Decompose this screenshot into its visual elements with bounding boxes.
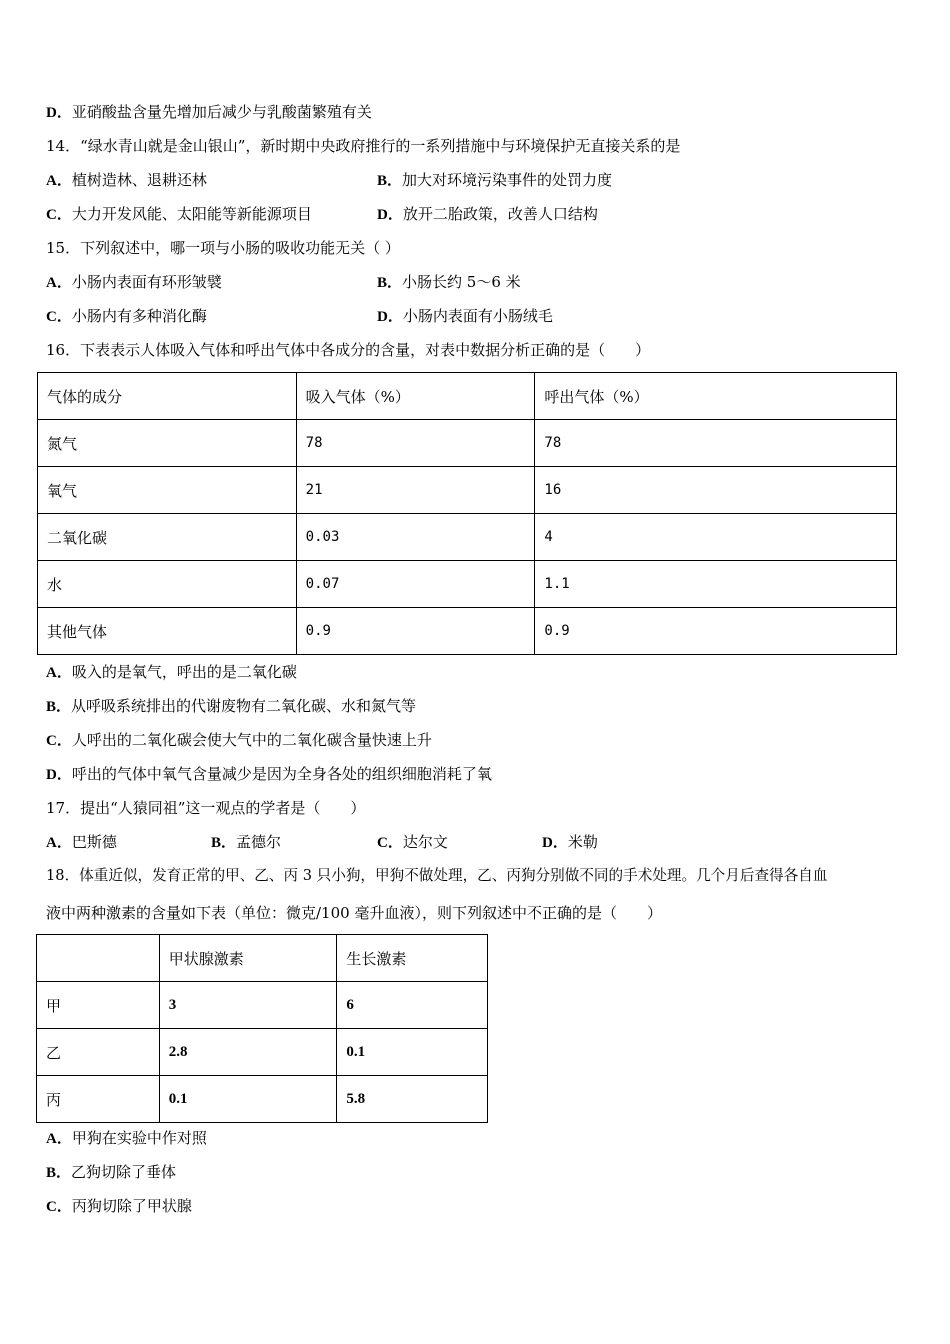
- table-cell: 16: [535, 467, 897, 514]
- table-cell: 1.1: [535, 561, 897, 608]
- option-text: 大力开发风能、太阳能等新能源项目: [71, 205, 312, 223]
- table-row: [38, 561, 897, 608]
- q16-option-a: [46, 662, 297, 683]
- option-text: 小肠长约 5～6 米: [402, 273, 521, 291]
- table-cell: 6: [337, 982, 488, 1029]
- option-label: C．: [46, 207, 72, 223]
- option-text: 小肠内表面有环形皱襞: [71, 273, 222, 291]
- table-cell: 甲: [37, 982, 160, 1029]
- table-header-cell: 甲状腺激素: [159, 935, 337, 982]
- table-row: [38, 514, 897, 561]
- q18-option-c: [46, 1196, 192, 1217]
- table-cell: 其他气体: [38, 608, 297, 655]
- table-cell: 78: [535, 420, 897, 467]
- option-text: 孟德尔: [236, 833, 282, 851]
- table-cell: 21: [296, 467, 535, 514]
- table-row: [37, 1029, 488, 1076]
- option-text: 米勒: [567, 833, 598, 851]
- q16-option-c: [46, 730, 432, 751]
- table-cell: 0.1: [159, 1076, 337, 1123]
- option-label: A．: [46, 665, 72, 681]
- option-label: C．: [46, 309, 72, 325]
- option-text: 植树造林、退耕还林: [71, 171, 207, 189]
- option-text: 达尔文: [402, 833, 448, 851]
- option-text: 呼出的气体中氧气含量减少是因为全身各处的组织细胞消耗了氧: [71, 765, 492, 783]
- table-cell: 二氧化碳: [38, 514, 297, 561]
- q15-option-c: [46, 306, 207, 327]
- table-cell: 2.8: [159, 1029, 337, 1076]
- option-text: 巴斯德: [71, 833, 117, 851]
- gas-composition-table: [37, 372, 897, 655]
- table-header-cell: 生长激素: [337, 935, 488, 982]
- table-cell: 乙: [37, 1029, 160, 1076]
- table-cell: 78: [296, 420, 535, 467]
- table-header-cell: 呼出气体（%）: [535, 373, 897, 420]
- option-label: B．: [46, 699, 72, 715]
- option-label: D．: [46, 105, 72, 121]
- q14-option-c: [46, 204, 312, 225]
- table-cell: 氧气: [38, 467, 297, 514]
- table-row: [38, 608, 897, 655]
- table-row: [38, 420, 897, 467]
- table-header-cell: 吸入气体（%）: [296, 373, 535, 420]
- option-label: A．: [46, 173, 72, 189]
- option-label: D．: [46, 767, 72, 783]
- option-text: 小肠内有多种消化酶: [71, 307, 207, 325]
- q17-option-b: [211, 832, 281, 853]
- option-label: A．: [46, 1131, 72, 1147]
- option-label: B．: [211, 835, 237, 851]
- table-cell: 3: [159, 982, 337, 1029]
- option-text: 乙狗切除了垂体: [71, 1163, 177, 1181]
- table-cell: 0.03: [296, 514, 535, 561]
- table-cell: 0.9: [296, 608, 535, 655]
- q15-stem: 15．下列叙述中，哪一项与小肠的吸收功能无关（ ）: [46, 239, 400, 257]
- q17-stem: 17．提出“人猿同祖”这一观点的学者是（ ）: [46, 799, 366, 817]
- option-text: 放开二胎政策，改善人口结构: [402, 205, 598, 223]
- option-text: 加大对环境污染事件的处罚力度: [402, 171, 613, 189]
- option-text: 从呼吸系统排出的代谢废物有二氧化碳、水和氮气等: [71, 697, 417, 715]
- q15-option-d: [377, 306, 553, 327]
- hormone-table: [36, 934, 488, 1123]
- option-label: C．: [377, 835, 403, 851]
- q17-option-a: [46, 832, 117, 853]
- q16-stem: 16．下表表示人体吸入气体和呼出气体中各成分的含量，对表中数据分析正确的是（ ）: [46, 341, 651, 359]
- option-text: 人呼出的二氧化碳会使大气中的二氧化碳含量快速上升: [71, 731, 432, 749]
- table-header-row: [38, 373, 897, 420]
- table-cell: 丙: [37, 1076, 160, 1123]
- q16-option-d: [46, 764, 492, 785]
- option-label: A．: [46, 275, 72, 291]
- table-header-cell: 气体的成分: [38, 373, 297, 420]
- table-header-cell: [37, 935, 160, 982]
- q15-option-b: [377, 272, 521, 293]
- option-label: C．: [46, 1199, 72, 1215]
- option-label: D．: [542, 835, 568, 851]
- table-cell: 水: [38, 561, 297, 608]
- table-header-row: [37, 935, 488, 982]
- q13-option-d: [46, 102, 372, 123]
- table-cell: 0.1: [337, 1029, 488, 1076]
- q18-stem-line2: 液中两种激素的含量如下表（单位：微克/100 毫升血液），则下列叙述中不正确的是（ ）: [46, 904, 662, 922]
- q18-option-a: [46, 1128, 207, 1149]
- q15-option-a: [46, 272, 222, 293]
- table-cell: 氮气: [38, 420, 297, 467]
- option-text: 小肠内表面有小肠绒毛: [402, 307, 553, 325]
- option-label: A．: [46, 835, 72, 851]
- table-row: [37, 982, 488, 1029]
- option-text: 吸入的是氧气，呼出的是二氧化碳: [71, 663, 297, 681]
- q14-option-a: [46, 170, 207, 191]
- option-label: B．: [377, 275, 403, 291]
- q14-stem: 14．“绿水青山就是金山银山”，新时期中央政府推行的一系列措施中与环境保护无直接关系的是: [46, 137, 681, 155]
- q18-option-b: [46, 1162, 176, 1183]
- option-text: 亚硝酸盐含量先增加后减少与乳酸菌繁殖有关: [71, 103, 372, 121]
- option-label: D．: [377, 207, 403, 223]
- table-cell: 4: [535, 514, 897, 561]
- q16-option-b: [46, 696, 416, 717]
- table-row: [38, 467, 897, 514]
- q14-option-b: [377, 170, 612, 191]
- q14-option-d: [377, 204, 598, 225]
- table-cell: 0.9: [535, 608, 897, 655]
- q18-stem-line1: 18．体重近似，发育正常的甲、乙、丙 3 只小狗，甲狗不做处理，乙、丙狗分别做不同的手术处理。几个月后查得各自血: [46, 867, 828, 884]
- option-text: 甲狗在实验中作对照: [71, 1129, 207, 1147]
- option-label: B．: [377, 173, 403, 189]
- q17-option-d: [542, 832, 598, 853]
- table-cell: 0.07: [296, 561, 535, 608]
- option-label: B．: [46, 1165, 72, 1181]
- q17-option-c: [377, 832, 448, 853]
- table-row: [37, 1076, 488, 1123]
- table-cell: 5.8: [337, 1076, 488, 1123]
- option-text: 丙狗切除了甲状腺: [71, 1197, 192, 1215]
- option-label: D．: [377, 309, 403, 325]
- option-label: C．: [46, 733, 72, 749]
